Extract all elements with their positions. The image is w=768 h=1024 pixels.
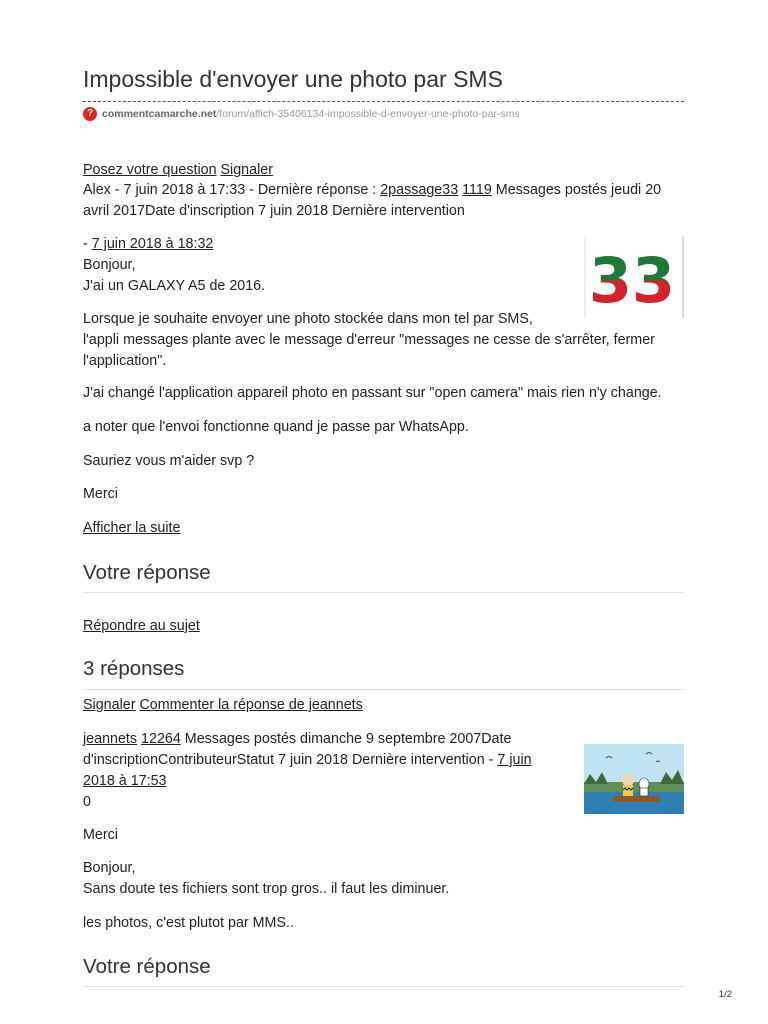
- title-divider: [83, 101, 684, 102]
- comment-answer-link[interactable]: Commenter la réponse de jeannets: [139, 697, 363, 713]
- site-logo-icon: ?: [83, 107, 97, 121]
- show-more-link[interactable]: Afficher la suite: [83, 520, 181, 536]
- question-line1: J'ai un GALAXY A5 de 2016.: [83, 278, 266, 294]
- user-avatar-33: [584, 236, 684, 318]
- ask-question-link[interactable]: Posez votre question: [83, 162, 217, 178]
- page-title: Impossible d'envoyer une photo par SMS: [83, 66, 503, 92]
- avatar-33-text: 33: [588, 244, 676, 317]
- report-question-link[interactable]: Signaler: [220, 162, 273, 178]
- reply-heading-2-rule: [83, 986, 684, 987]
- answer-meta: [83, 729, 573, 813]
- question-meta-prefix: Alex - 7 juin 2018 à 17:33 - Dernière réponse :: [83, 182, 381, 198]
- reply-to-topic-link[interactable]: Répondre au sujet: [83, 618, 200, 634]
- question-meta-rest: Messages postés jeudi 20: [491, 182, 662, 198]
- answer-text2: Bonjour,: [83, 860, 136, 876]
- reply-link-container: [83, 616, 684, 637]
- answer-text3: Sans doute tes fichiers sont trop gros.. il faut les diminuer.: [83, 881, 450, 897]
- question-para4: a noter que l'envoi fonctionne quand je passe par WhatsApp.: [83, 419, 469, 435]
- answer-actions: [83, 695, 684, 716]
- last-user-link[interactable]: 2passage33: [380, 182, 459, 198]
- answer-text4: les photos, c'est plutot par MMS..: [83, 915, 294, 931]
- last-user-count-link[interactable]: 1119: [462, 182, 492, 198]
- answer-text-block: [83, 858, 684, 900]
- user-avatar-jeannets: [584, 744, 684, 814]
- answers-heading-rule: [83, 689, 684, 690]
- question-para3: J'ai changé l'application appareil photo en passant sur "open camera" mais rien n'y change.: [83, 385, 662, 401]
- reply-heading-1: Votre réponse: [83, 561, 211, 584]
- source-path: /forum/affich-35406134-impossible-d-envoyer-une-photo-par-sms: [216, 108, 520, 120]
- source-domain: commentcamarche.net: [102, 108, 217, 120]
- answer-user-link[interactable]: jeannets: [83, 731, 138, 747]
- question-para6: Merci: [83, 486, 118, 502]
- question-actions: [83, 160, 684, 181]
- answer-meta-2: d'inscriptionContributeurStatut 7 juin 2018 Dernière intervention -: [83, 752, 498, 768]
- page-number: 1/2: [718, 989, 732, 1000]
- answer-meta-1: Messages postés dimanche 9 septembre 2007Date: [180, 731, 512, 747]
- reply-heading-1-rule: [83, 592, 684, 593]
- answer-date-link-b[interactable]: 2018 à 17:53: [83, 773, 167, 789]
- question-para2-line3: l'application".: [83, 353, 167, 369]
- question-meta: [83, 180, 684, 222]
- reply-heading-2: Votre réponse: [83, 955, 211, 978]
- question-para2: [83, 309, 684, 372]
- answer-text1: Merci: [83, 827, 118, 843]
- show-more-container: [83, 518, 684, 539]
- answer-date-link-a[interactable]: 7 juin: [497, 752, 532, 768]
- question-date-prefix: -: [83, 236, 92, 252]
- answer-score: 0: [83, 794, 91, 810]
- question-greeting: Bonjour,: [83, 257, 136, 273]
- answers-heading: 3 réponses: [83, 657, 185, 680]
- question-meta-rest-2: avril 2017Date d'inscription 7 juin 2018 Dernière intervention: [83, 203, 465, 219]
- question-para2-line1: Lorsque je souhaite envoyer une photo stockée dans mon tel par SMS,: [83, 311, 533, 327]
- source-url[interactable]: [83, 106, 520, 122]
- question-para2-line2: l'appli messages plante avec le message d'erreur "messages ne cesse de s'arrêter, fermer: [83, 332, 655, 348]
- avatar-scene-graphic: [584, 744, 684, 814]
- question-date-link[interactable]: 7 juin 2018 à 18:32: [91, 236, 214, 252]
- avatar-33-graphic: [584, 236, 684, 318]
- report-answer-link[interactable]: Signaler: [83, 697, 136, 713]
- question-para5: Sauriez vous m'aider svp ?: [83, 453, 255, 469]
- answer-user-count-link[interactable]: 12264: [141, 731, 181, 747]
